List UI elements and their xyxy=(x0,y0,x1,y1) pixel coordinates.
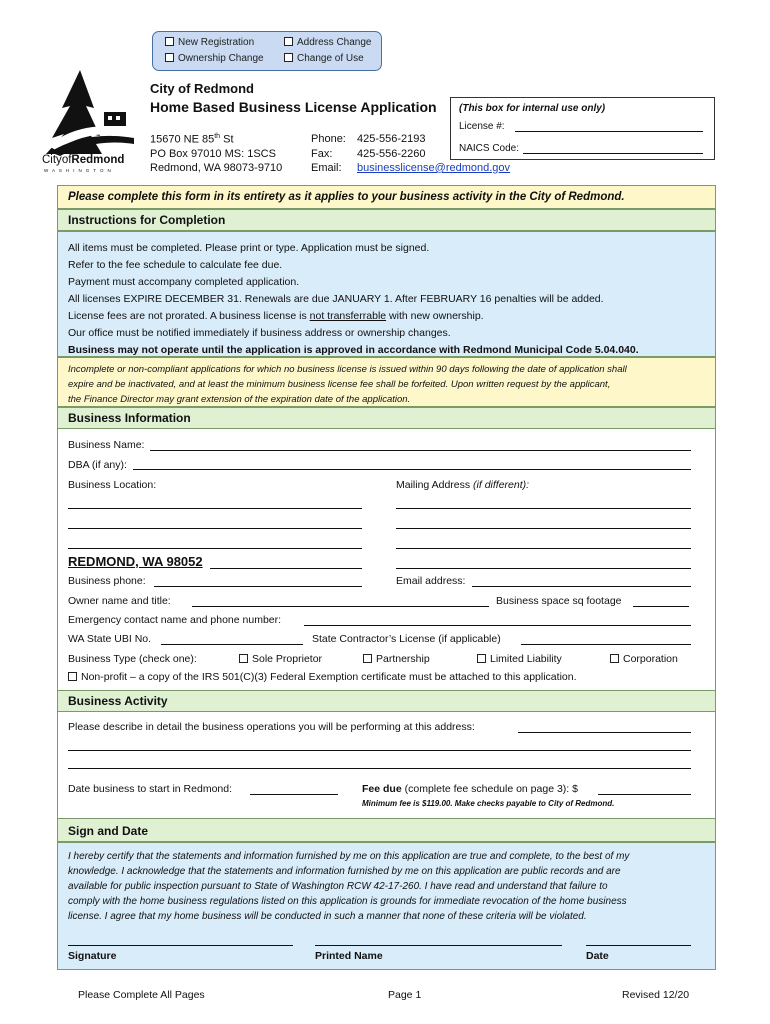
location-line-3[interactable] xyxy=(68,548,362,549)
checkbox-icon[interactable] xyxy=(165,37,174,46)
expiration-notice: Incomplete or non-compliant applications for which no business license is issued within 90 days following the date of application shall expire and be inactivated, and at least the minimum business license fee shall be forfeited. Upon written request by the applicant, the Finance Director may grant extension of the expiration date of the application. xyxy=(57,357,716,407)
type-sole-proprietor[interactable]: Sole Proprietor xyxy=(239,653,322,665)
city-state: Redmond, WA 98073-9710 xyxy=(150,162,283,174)
sign-body: I hereby certify that the statements and information furnished by me on this application are true and complete, to the best of my knowledge. I acknowledge that the statements and information furnished by me on this application are public records and are available for public inspection pursuant to State of Washington RCW 42-17-260. I have read and understand that failure to comply with the home business regulations listed on this application is grounds for immediate revocation of the home business license. I agree that my home business will be conducted in such a manner that none of these criteria will be violated. Signature Printed Name Date xyxy=(57,842,716,970)
checkbox-icon[interactable] xyxy=(165,53,174,62)
mailing-line-4[interactable] xyxy=(396,568,691,569)
mailing-line-1[interactable] xyxy=(396,508,691,509)
sign-heading-band xyxy=(57,818,716,842)
city-logo: CityofRedmond W A S H I N G T O N xyxy=(42,68,140,176)
dba-field[interactable] xyxy=(133,469,691,470)
license-number-field[interactable] xyxy=(515,131,703,132)
footer-page: Page 1 xyxy=(388,989,422,1001)
checkbox-icon[interactable] xyxy=(68,672,77,681)
redmond-city-label: REDMOND, WA 98052 xyxy=(68,554,203,569)
location-line-2[interactable] xyxy=(68,528,362,529)
naics-code-field[interactable] xyxy=(523,153,703,154)
contractor-license-field[interactable] xyxy=(521,644,691,645)
business-phone-field[interactable] xyxy=(154,586,362,587)
type-partnership[interactable]: Partnership xyxy=(363,653,430,665)
ubi-field[interactable] xyxy=(161,644,303,645)
footer-left: Please Complete All Pages xyxy=(78,989,205,1001)
option-new-registration[interactable]: New Registration xyxy=(165,37,254,48)
type-non-profit[interactable]: Non-profit – a copy of the IRS 501(C)(3) Federal Exemption certificate must be attached to this application. xyxy=(68,671,577,683)
option-change-of-use[interactable]: Change of Use xyxy=(284,53,364,64)
internal-use-box: (This box for internal use only) License #: NAICS Code: xyxy=(450,97,715,160)
sign-heading: Sign and Date xyxy=(68,824,149,838)
email-link[interactable]: businesslicense@redmond.gov xyxy=(357,162,511,174)
describe-line-1[interactable] xyxy=(518,732,691,733)
completion-banner: Please complete this form in its entirety as it applies to your business activity in the City of Redmond. xyxy=(57,185,716,209)
checkbox-icon[interactable] xyxy=(284,37,293,46)
describe-line-2[interactable] xyxy=(68,750,691,751)
option-ownership-change[interactable]: Ownership Change xyxy=(165,53,264,64)
activity-heading: Business Activity xyxy=(68,694,168,708)
location-line-1[interactable] xyxy=(68,508,362,509)
instructions-body: All items must be completed. Please print or type. Application must be signed. Refer to the fee schedule to calculate fee due. Payment must accompany completed application. All licenses EXPIRE DECEMBER 31. Renewals are due JANUARY 1. After FEBRUARY 16 penalties will be added. License fees are not prorated. A business license is not transferrable with new ownership. Our office must be notified immediately if business address or ownership changes. Business may not operate until the application is approved in accordance with Redmond Municipal Code 5.04.040. xyxy=(57,231,716,357)
fax-number: 425-556-2260 xyxy=(357,148,426,160)
printed-name-field[interactable] xyxy=(315,945,562,946)
type-limited-liability[interactable]: Limited Liability xyxy=(477,653,562,665)
registration-type-box xyxy=(152,31,382,71)
activity-heading-band xyxy=(57,690,716,712)
checkbox-icon[interactable] xyxy=(239,654,248,663)
owner-name-field[interactable] xyxy=(192,606,489,607)
street-address: 15670 NE 85th St xyxy=(150,133,234,146)
start-date-field[interactable] xyxy=(250,794,338,795)
footer-revised: Revised 12/20 xyxy=(622,989,690,1001)
checkbox-icon[interactable] xyxy=(284,53,293,62)
org-name: City of Redmond xyxy=(150,81,254,96)
instructions-heading-band xyxy=(57,209,716,231)
mailing-line-2[interactable] xyxy=(396,528,691,529)
sq-footage-field[interactable] xyxy=(633,606,689,607)
business-info-heading: Business Information xyxy=(68,411,191,425)
emergency-contact-field[interactable] xyxy=(304,625,691,626)
email-address-field[interactable] xyxy=(472,586,691,587)
checkbox-icon[interactable] xyxy=(363,654,372,663)
fee-due-field[interactable] xyxy=(598,794,691,795)
date-field[interactable] xyxy=(586,945,691,946)
mailing-line-3[interactable] xyxy=(396,548,691,549)
form-title: Home Based Business License Application xyxy=(150,99,437,115)
phone-number: 425-556-2193 xyxy=(357,133,426,145)
describe-line-3[interactable] xyxy=(68,768,691,769)
type-corporation[interactable]: Corporation xyxy=(610,653,678,665)
checkbox-icon[interactable] xyxy=(610,654,619,663)
instructions-heading: Instructions for Completion xyxy=(68,213,226,227)
signature-field[interactable] xyxy=(68,945,293,946)
option-address-change[interactable]: Address Change xyxy=(284,37,372,48)
business-info-heading-band xyxy=(57,407,716,429)
business-name-field[interactable] xyxy=(150,450,691,451)
po-box: PO Box 97010 MS: 1SCS xyxy=(150,148,276,160)
checkbox-icon[interactable] xyxy=(477,654,486,663)
